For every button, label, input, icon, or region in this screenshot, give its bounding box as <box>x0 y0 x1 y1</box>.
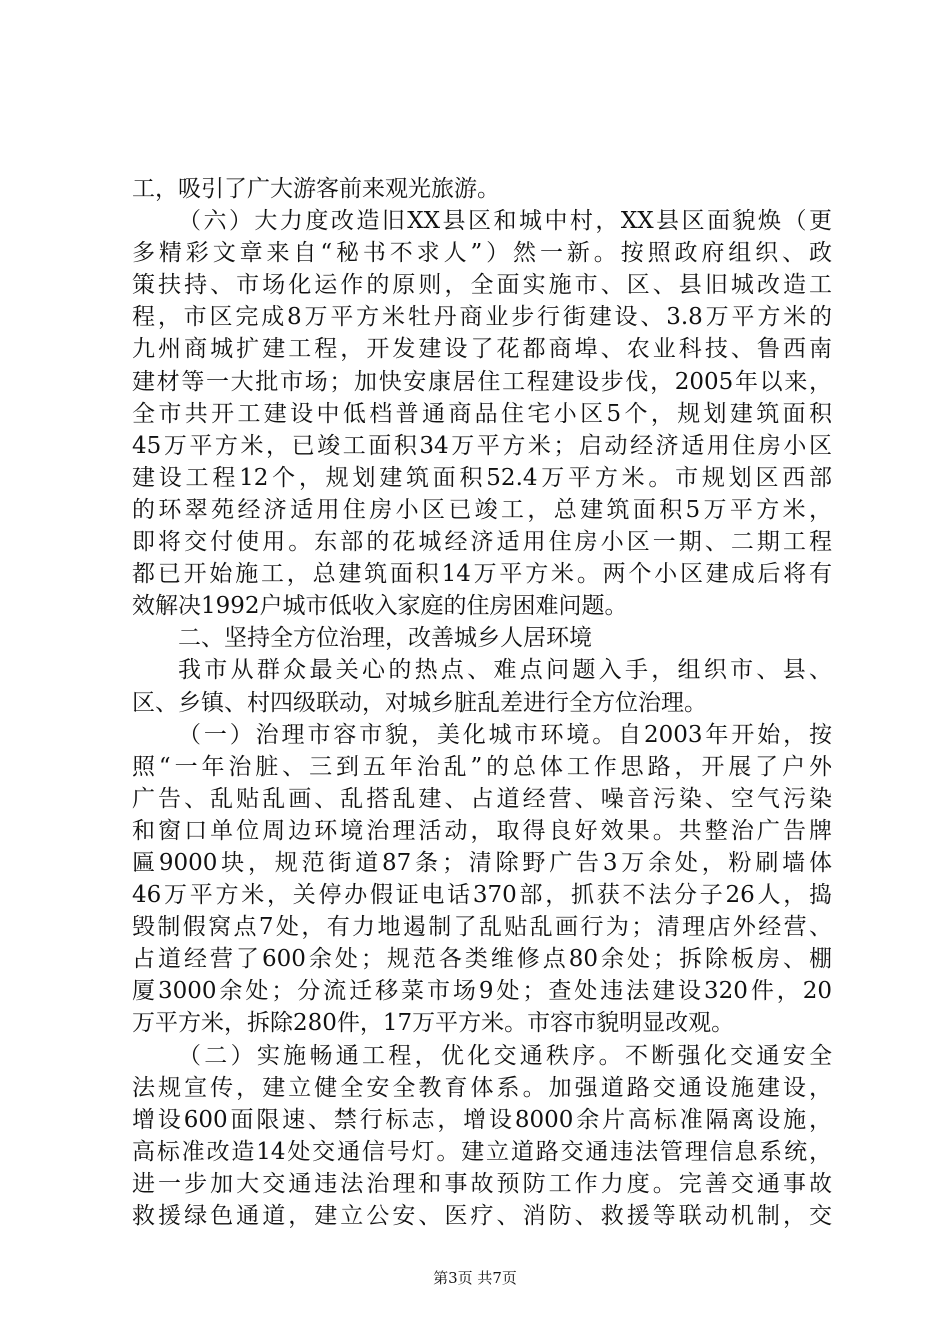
paragraph-line: （二）实施畅通工程，优化交通秩序。不断强化交通安全 <box>178 1042 832 1069</box>
paragraph-line: 我市从群众最关心的热点、难点问题入手，组织市、县、 <box>178 657 832 684</box>
paragraph-line: 45万平方米，已竣工面积34万平方米；启动经济适用住房小区 <box>132 432 832 459</box>
paragraph-line: 救援绿色通道，建立公安、医疗、消防、救援等联动机制，交 <box>132 1203 832 1229</box>
paragraph-line: 毁制假窝点7处，有力地遏制了乱贴乱画行为；清理店外经营、 <box>132 914 832 941</box>
paragraph-line: 的环翠苑经济适用住房小区已竣工，总建筑面积5万平方米， <box>132 496 832 523</box>
paragraph-line: 工，吸引了广大游客前来观光旅游。 <box>132 176 500 202</box>
section-heading: 二、坚持全方位治理，改善城乡人居环境 <box>178 625 592 652</box>
paragraph-line: 增设600面限速、禁行标志，增设8000余片高标准隔离设施， <box>132 1106 832 1133</box>
paragraph-line: 万平方米，拆除280件，17万平方米。市容市貌明显改观。 <box>132 1010 735 1037</box>
paragraph-line: 建设工程12个，规划建筑面积52.4万平方米。市规划区西部 <box>132 464 832 491</box>
paragraph-line: 厦3000余处；分流迁移菜市场9处；查处违法建设320件，20 <box>132 978 832 1005</box>
paragraph-line: 即将交付使用。东部的花城经济适用住房小区一期、二期工程 <box>132 529 832 556</box>
paragraph-line: 程，市区完成8万平方米牡丹商业步行街建设、3.8万平方米的 <box>132 304 832 331</box>
paragraph-line: 占道经营了600余处；规范各类维修点80余处；拆除板房、棚 <box>132 946 832 973</box>
paragraph-line: 和窗口单位周边环境治理活动，取得良好效果。共整治广告牌 <box>132 817 832 844</box>
paragraph-line: （一）治理市容市貌，美化城市环境。自2003年开始，按 <box>178 721 832 748</box>
paragraph-line: 进一步加大交通违法治理和事故预防工作力度。完善交通事故 <box>132 1170 832 1197</box>
paragraph-line: 都已开始施工，总建筑面积14万平方米。两个小区建成后将有 <box>132 561 832 588</box>
paragraph-line: 高标准改造14处交通信号灯。建立道路交通违法管理信息系统， <box>132 1138 832 1165</box>
document-body <box>132 173 832 1232</box>
page-number: 第3页 共7页 <box>433 1269 517 1287</box>
paragraph-line: 策扶持、市场化运作的原则，全面实施市、区、县旧城改造工 <box>132 272 832 299</box>
paragraph-line: 广告、乱贴乱画、乱搭乱建、占道经营、噪音污染、空气污染 <box>132 785 832 812</box>
paragraph-line: 匾9000块，规范街道87条；清除野广告3万余处，粉刷墙体 <box>132 849 832 876</box>
paragraph-line: 46万平方米，关停办假证电话370部，抓获不法分子26人，捣 <box>132 882 832 909</box>
paragraph-line: 法规宣传，建立健全安全教育体系。加强道路交通设施建设， <box>132 1074 832 1101</box>
paragraph-line: 九州商城扩建工程，开发建设了花都商埠、农业科技、鲁西南 <box>132 336 832 363</box>
paragraph-line: 建材等一大批市场；加快安康居住工程建设步伐，2005年以来， <box>132 368 832 395</box>
paragraph-line: 多精彩文章来自“秘书不求人”）然一新。按照政府组织、政 <box>132 240 832 267</box>
paragraph-line: 照“一年治脏、三到五年治乱”的总体工作思路，开展了户外 <box>132 753 832 780</box>
paragraph-line: 区、乡镇、村四级联动，对城乡脏乱差进行全方位治理。 <box>132 689 707 716</box>
page-footer <box>0 1268 950 1288</box>
paragraph-line: 效解决1992户城市低收入家庭的住房困难问题。 <box>132 593 628 620</box>
paragraph-line: 全市共开工建设中低档普通商品住宅小区5个，规划建筑面积 <box>132 400 832 427</box>
paragraph-line: （六）大力度改造旧XX县区和城中村，XX县区面貌焕（更 <box>178 208 832 235</box>
